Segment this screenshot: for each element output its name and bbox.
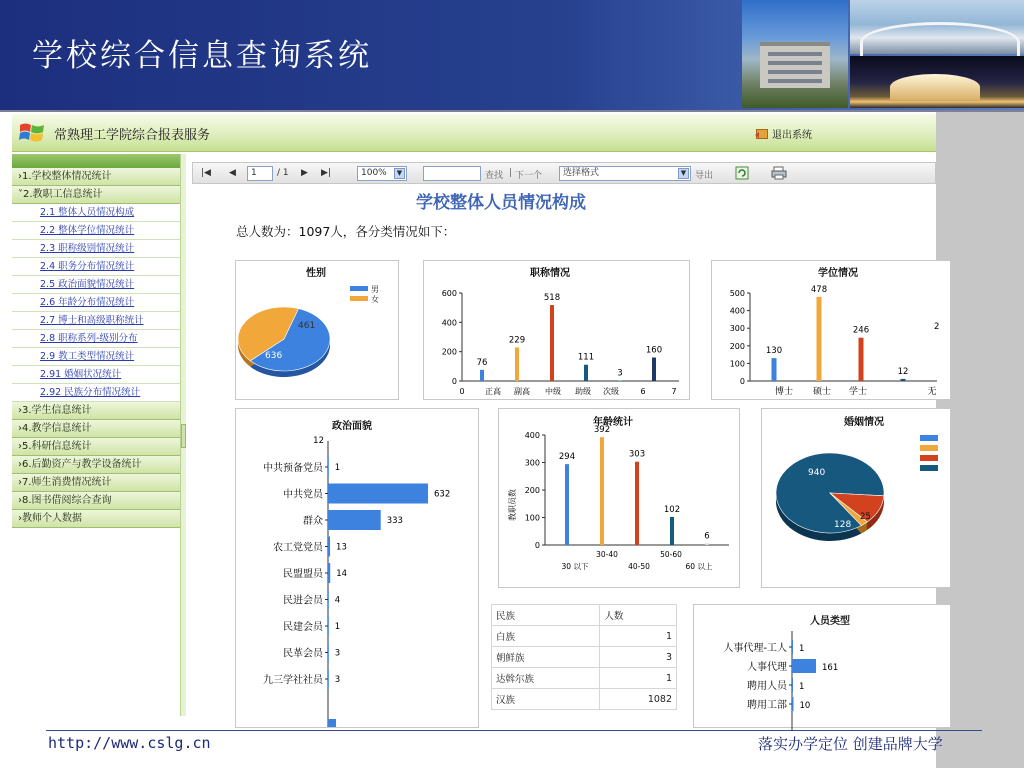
export-button[interactable]: 导出: [695, 171, 714, 181]
zoom-value: 100%: [361, 168, 387, 178]
data-label: 130: [765, 346, 783, 357]
bar: [792, 640, 793, 654]
axis-top-label: 12: [313, 436, 324, 446]
bar: [652, 358, 656, 381]
x-tick-label: 6: [640, 387, 646, 396]
x-tick-label: 学士: [848, 387, 868, 397]
sidebar-item-ethnicity[interactable]: 2.92 民族分布情况统计: [12, 384, 180, 402]
ethnicity-table: [491, 604, 677, 710]
y-tick-label: 民革会员: [283, 648, 323, 660]
slide-title: 学校综合信息查询系统: [32, 38, 372, 74]
y-tick-label: 100: [729, 359, 745, 369]
table-row: [492, 647, 677, 668]
first-page-icon[interactable]: |◀: [201, 168, 211, 178]
report-summary: 总人数为：1097人，各分类情况如下：: [236, 224, 456, 239]
staff-type-chart-title: 人员类型: [810, 616, 850, 627]
legend-swatch: [350, 286, 368, 291]
chevron-down-icon: ▼: [678, 168, 689, 179]
sidebar-nav: [12, 154, 180, 716]
table-row: [492, 626, 677, 647]
sidebar-section-teacher-data[interactable]: ›教师个人数据: [12, 510, 180, 528]
data-label: 1: [334, 463, 341, 473]
politics-bar-chart: [236, 437, 478, 727]
marriage-chart-title: 婚姻情况: [844, 417, 884, 428]
age-chart-title: 年龄统计: [593, 417, 633, 428]
campus-building-photo: [742, 0, 848, 108]
legend-swatch: [920, 435, 938, 441]
data-label: 161: [822, 663, 839, 673]
bar: [859, 338, 864, 381]
gender-chart-panel: [235, 260, 399, 400]
bar: [792, 697, 793, 711]
bar: [328, 590, 329, 610]
sidebar-header-bar: [12, 154, 180, 168]
sidebar-section-assets[interactable]: ›6.后勤资产与教学设备统计: [12, 456, 180, 474]
y-tick-label: 0: [739, 377, 745, 386]
y-tick-label: 群众: [303, 516, 323, 527]
data-label: 14: [336, 569, 348, 579]
sidebar-item-title-series[interactable]: 2.8 职称系列-级别分布: [12, 330, 180, 348]
report-app: [12, 114, 940, 716]
staff-type-chart-panel: [693, 604, 951, 728]
y-tick-label: 200: [524, 486, 540, 495]
y-tick-label: 聘用工部: [747, 700, 787, 711]
data-label: 392: [593, 425, 611, 436]
x-tick-label: 次级: [603, 387, 619, 396]
data-label: 518: [543, 293, 561, 304]
x-tick-label: 50-60: [660, 550, 682, 559]
legend-swatch: [920, 455, 938, 461]
bar: [480, 370, 484, 381]
marriage-pie-chart: [762, 427, 938, 587]
data-label: 1: [334, 622, 341, 632]
y-tick-label: 400: [441, 318, 457, 328]
data-label: 229: [508, 335, 526, 346]
x-tick-label: 硕士: [812, 387, 832, 397]
data-label: 10: [799, 701, 811, 711]
table-header-row: [492, 605, 677, 626]
title-rank-chart-title: 职称情况: [530, 268, 570, 279]
bar: [565, 464, 569, 545]
bar-partial: [328, 719, 336, 727]
degree-bar-chart: [712, 277, 940, 399]
sidebar-item-marriage[interactable]: 2.91 婚姻状况统计: [12, 366, 180, 384]
gender-pie-chart: [236, 279, 398, 399]
report-title: 学校整体人员情况构成: [416, 193, 586, 213]
table-header: 民族: [492, 605, 600, 626]
bar: [328, 510, 381, 530]
bar: [792, 678, 793, 692]
y-tick-label: 100: [524, 513, 540, 523]
bar: [792, 659, 816, 673]
bar: [635, 462, 639, 545]
page-input[interactable]: 1: [247, 166, 273, 181]
next-page-icon[interactable]: ▶: [301, 168, 308, 178]
bar: [600, 437, 604, 545]
logout-button[interactable]: [756, 126, 812, 141]
sidebar-section-research[interactable]: ›5.科研信息统计: [12, 438, 180, 456]
data-label: 632: [434, 489, 451, 500]
y-tick-label: 300: [524, 458, 540, 468]
y-tick-label: 民盟盟员: [283, 569, 323, 580]
bar: [328, 537, 330, 557]
table-cell: 3: [600, 647, 677, 668]
bar: [772, 358, 777, 381]
y-tick-label: 0: [451, 377, 457, 386]
table-cell: 达斡尔族: [492, 668, 600, 689]
app-title: 常熟理工学院综合报表服务: [54, 128, 211, 143]
data-label: 461: [298, 321, 316, 331]
x-tick-label: 30-40: [596, 550, 618, 559]
legend-swatch: [350, 296, 368, 301]
campus-night-photo: [850, 56, 1024, 108]
footer-divider: [46, 730, 982, 731]
degree-chart-title: 学位情况: [818, 268, 858, 279]
data-label: 940: [808, 468, 826, 478]
data-label: 3: [334, 675, 341, 685]
find-input[interactable]: [423, 166, 481, 181]
data-label: 111: [577, 352, 595, 363]
y-tick-label: 聘用人员: [747, 681, 787, 692]
header-divider: [0, 110, 1024, 112]
y-tick-label: 民进会员: [283, 595, 323, 607]
legend-swatch: [920, 465, 938, 471]
legend-label: 女: [371, 295, 379, 304]
sidebar-item-staff-type[interactable]: 2.9 教工类型情况统计: [12, 348, 180, 366]
last-page-icon[interactable]: ▶|: [321, 168, 331, 178]
x-tick-label: 0: [459, 387, 465, 396]
sidebar-section-library[interactable]: ›8.图书借阅综合查询: [12, 492, 180, 510]
bar: [550, 305, 554, 381]
campus-bridge-photo: [850, 0, 1024, 54]
y-tick-label: 中共预备党员: [263, 463, 323, 474]
y-tick-label: 200: [441, 347, 457, 357]
x-tick-label: 7: [671, 387, 677, 396]
data-label: 25: [860, 512, 871, 522]
data-label: 6: [704, 531, 710, 542]
y-tick-label: 400: [524, 431, 540, 440]
legend-swatch: [920, 445, 938, 451]
bar: [328, 484, 428, 504]
windows-logo-icon: [16, 117, 48, 149]
bar: [328, 616, 329, 636]
y-tick-label: 中共党员: [283, 489, 323, 501]
table-cell: 1082: [600, 689, 677, 710]
y-axis-label: 教职员数: [508, 489, 517, 521]
page-total: / 1: [277, 168, 289, 178]
data-label: 303: [628, 449, 646, 460]
x-tick-label: 助级: [575, 387, 591, 396]
footer-url[interactable]: http://www.cslg.cn: [48, 734, 211, 752]
data-label: 76: [476, 357, 488, 368]
data-label: 246: [852, 325, 870, 336]
data-label: 1: [799, 682, 805, 692]
bar: [515, 347, 519, 381]
data-label: 1: [799, 644, 805, 654]
marriage-chart-panel: [761, 408, 951, 588]
y-tick-label: 500: [729, 289, 745, 298]
x-tick-label: 正高: [485, 387, 501, 396]
data-label: 3: [334, 648, 341, 659]
refresh-icon[interactable]: [735, 166, 749, 180]
sidebar-section-staff[interactable]: ˅2.教职工信息统计: [12, 186, 180, 204]
x-tick-label: 无: [927, 387, 937, 397]
table-cell: 白族: [492, 626, 600, 647]
legend-label: 男: [371, 285, 379, 294]
logout-label: 退出系统: [772, 130, 812, 141]
sidebar-item-title-rank[interactable]: 2.3 职称级别情况统计: [12, 240, 180, 258]
y-tick-label: 600: [441, 289, 457, 298]
sidebar-item-age[interactable]: 2.6 年龄分布情况统计: [12, 294, 180, 312]
toolbar-divider: |: [509, 168, 513, 178]
y-tick-label: 人事代理: [747, 662, 787, 673]
find-button[interactable]: 查找: [485, 171, 504, 181]
format-value: 选择格式: [563, 168, 600, 178]
app-titlebar: [12, 114, 936, 152]
bar: [328, 643, 329, 663]
sidebar-section-school[interactable]: ›1.学校整体情况统计: [12, 168, 180, 186]
table-cell: 1: [600, 626, 677, 647]
x-tick-label: 60 以上: [685, 562, 713, 571]
bar: [328, 563, 330, 583]
print-icon[interactable]: [771, 166, 787, 180]
sidebar-section-students[interactable]: ›3.学生信息统计: [12, 402, 180, 420]
y-tick-label: 人事代理-工人: [723, 643, 787, 654]
y-tick-label: 九三学社社员: [263, 675, 323, 686]
slide-header: [0, 0, 1024, 110]
title-rank-chart-panel: [423, 260, 690, 400]
data-label: 160: [645, 345, 663, 356]
age-bar-chart: [499, 425, 739, 587]
logout-icon: [756, 129, 768, 139]
bar: [584, 365, 588, 381]
data-label: 333: [386, 516, 403, 526]
data-label: 294: [558, 452, 576, 463]
sidebar-item-doctors[interactable]: 2.7 博士和高级职称统计: [12, 312, 180, 330]
table-cell: 汉族: [492, 689, 600, 710]
gender-chart-title: 性别: [306, 268, 326, 279]
table-row: [492, 668, 677, 689]
x-tick-label: 中级: [545, 387, 561, 396]
sidebar-section-consumption[interactable]: ›7.师生消费情况统计: [12, 474, 180, 492]
y-tick-label: 400: [729, 306, 745, 316]
x-tick-label: 博士: [774, 387, 794, 397]
find-next-button[interactable]: 下一个: [515, 171, 543, 181]
data-label: 478: [810, 284, 828, 295]
y-tick-label: 300: [729, 324, 745, 334]
zoom-select[interactable]: [357, 166, 407, 181]
data-label: 13: [336, 542, 347, 553]
data-label: 102: [663, 504, 681, 515]
prev-page-icon[interactable]: ◀: [229, 168, 236, 178]
sidebar-item-staff-composition[interactable]: 2.1 整体人员情况构成: [12, 204, 180, 222]
politics-chart-title: 政治面貌: [332, 421, 372, 432]
table-row: [492, 689, 677, 710]
bar: [705, 543, 709, 545]
bar: [328, 669, 329, 689]
data-label-clipped: 2: [934, 322, 940, 332]
y-tick-label: 民建会员: [283, 622, 323, 633]
data-label: 128: [834, 520, 852, 530]
y-tick-label: 0: [534, 541, 540, 550]
bar: [328, 457, 329, 477]
age-chart-panel: [498, 408, 740, 588]
table-cell: 朝鲜族: [492, 647, 600, 668]
bar: [817, 297, 822, 381]
politics-chart-panel: [235, 408, 479, 728]
sidebar-item-position[interactable]: 2.4 职务分布情况统计: [12, 258, 180, 276]
format-select[interactable]: [559, 166, 691, 181]
data-label: 4: [334, 595, 341, 606]
report-toolbar: [192, 162, 936, 184]
data-label: 12: [897, 366, 909, 377]
x-tick-label: 30 以下: [561, 562, 589, 571]
sidebar-splitter[interactable]: [180, 154, 186, 716]
degree-chart-panel: [711, 260, 951, 400]
bar: [901, 379, 906, 381]
data-label: 3: [617, 368, 623, 379]
sidebar-section-teaching[interactable]: ›4.教学信息统计: [12, 420, 180, 438]
sidebar-item-politics[interactable]: 2.5 政治面貌情况统计: [12, 276, 180, 294]
splitter-handle[interactable]: [181, 424, 186, 448]
sidebar-item-degree[interactable]: 2.2 整体学位情况统计: [12, 222, 180, 240]
bar: [670, 517, 674, 545]
x-tick-label: 副高: [514, 387, 530, 396]
title-rank-bar-chart: [424, 277, 689, 399]
y-tick-label: 农工党党员: [273, 542, 323, 554]
table-header: 人数: [600, 605, 677, 626]
chevron-down-icon: ▼: [394, 168, 405, 179]
x-tick-label: 40-50: [628, 562, 650, 571]
y-tick-label: 200: [729, 341, 745, 351]
data-label: 636: [265, 351, 283, 361]
table-cell: 1: [600, 668, 677, 689]
staff-type-bar-chart: [694, 631, 934, 731]
footer-slogan: 落实办学定位 创建品牌大学: [758, 735, 943, 753]
